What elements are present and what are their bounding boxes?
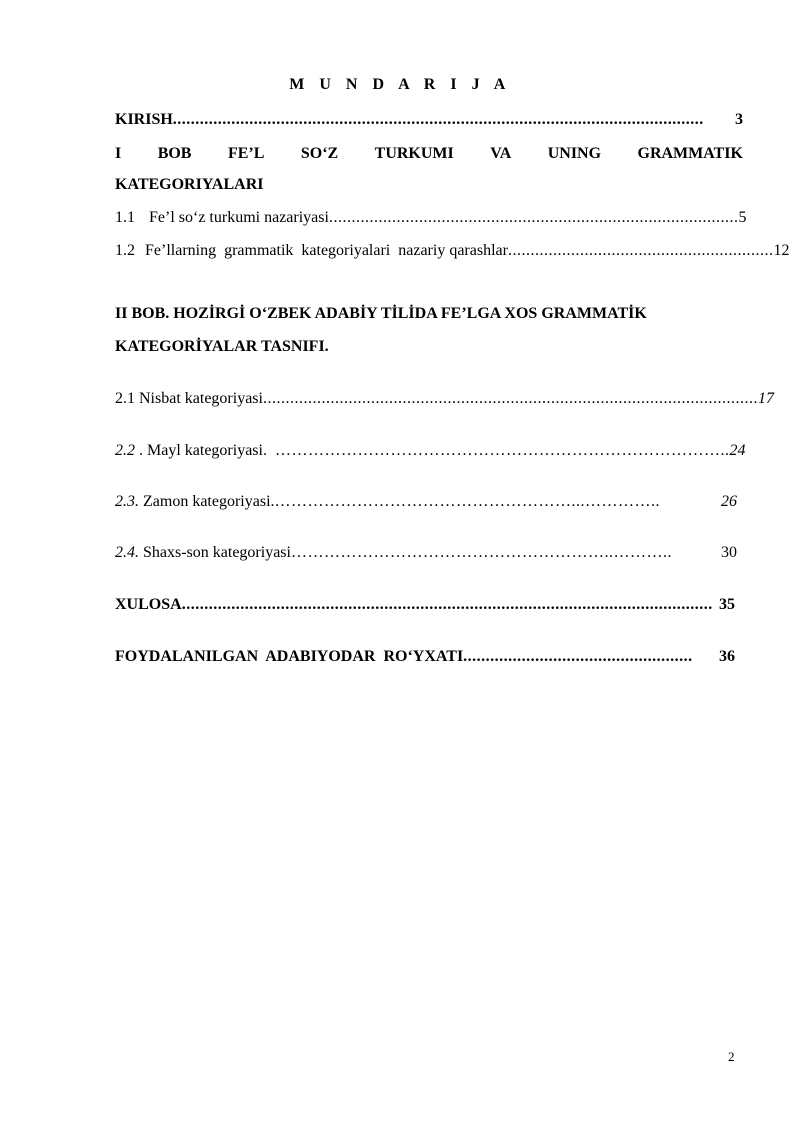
toc-leader-dots: ........................................................................................... xyxy=(328,209,739,226)
toc-entry-number: 1.1 xyxy=(115,209,135,226)
chapter-word: VA xyxy=(490,145,512,162)
chapter-word: UNING xyxy=(547,145,602,162)
toc-entry-1-1[interactable] xyxy=(115,208,747,228)
toc-page-number: 17 xyxy=(757,390,774,407)
toc-entry-label: . Mayl kategoriyasi. xyxy=(135,442,275,459)
page-number: 2 xyxy=(728,1049,735,1064)
toc-entry-label: Zamon kategoriyasi. xyxy=(139,493,275,510)
toc-entry-2-1[interactable] xyxy=(115,389,774,409)
toc-entry-number: 2.1 xyxy=(115,390,135,407)
toc-leader-dots: ...................................................................................................................... xyxy=(172,111,704,128)
toc-entry-2-4[interactable] xyxy=(115,543,737,563)
toc-page-number: 30 xyxy=(721,544,737,561)
toc-entry-label: Nisbat kategoriyasi xyxy=(139,390,263,407)
toc-leader-dots: ...................................................................................................................... xyxy=(181,596,713,613)
toc-page-number: 35 xyxy=(719,596,735,613)
toc-page-number: 24 xyxy=(729,442,746,459)
toc-page-number: 26 xyxy=(721,493,737,510)
chapter-word: GRAMMATIK xyxy=(637,145,743,162)
toc-leader-dots: .............................................................................................................. xyxy=(262,390,758,407)
toc-chapter-2-line-1[interactable]: II BOB. HOZİRGİ O‘ZBEK ADABİY TİLİDA FE’LGA XOS GRAMMATİK xyxy=(115,305,647,322)
toc-entry-label: FOYDALANILGAN ADABIYODAR RO‘YXATI xyxy=(115,648,464,665)
toc-leader-dots: …………………………………………………..……….. xyxy=(290,544,672,561)
toc-page-number: 36 xyxy=(719,648,735,665)
toc-entry-number: 2.2 xyxy=(115,442,135,459)
toc-entry-number: 1.2 xyxy=(115,242,135,259)
chapter-word: SO‘Z xyxy=(300,145,339,162)
toc-chapter-1-line-2[interactable]: KATEGORIYALARI xyxy=(115,176,264,193)
toc-leader-dots: ................................................... xyxy=(463,648,693,665)
toc-entry-2-3[interactable] xyxy=(115,492,737,512)
toc-chapter-1-line-1[interactable] xyxy=(115,144,743,164)
toc-entry-xulosa[interactable] xyxy=(115,595,735,615)
chapter-word: BOB xyxy=(157,145,192,162)
toc-entry-2-2[interactable] xyxy=(115,441,746,461)
toc-page-number: 3 xyxy=(735,111,743,128)
chapter-word: FE’L xyxy=(227,145,265,162)
toc-entry-label: XULOSA xyxy=(115,596,182,613)
toc-page-number: 12 xyxy=(773,242,790,259)
toc-page-number: 5 xyxy=(738,209,747,226)
toc-entry-number: 2.3. xyxy=(115,493,139,510)
toc-entry-label: Fe’l so‘z turkumi nazariyasi xyxy=(149,209,329,226)
toc-entry-label: Fe’llarning grammatik kategoriyalari nazariy qarashlar xyxy=(145,242,508,259)
toc-leader-dots: ........................................................... xyxy=(507,242,774,259)
toc-chapter-2-line-2[interactable]: KATEGORİYALAR TASNIFI. xyxy=(115,338,329,355)
toc-leader-dots: ………………………………………………...………….. xyxy=(274,493,661,510)
toc-entry-1-2[interactable] xyxy=(115,241,790,261)
toc-entry-kirish[interactable] xyxy=(115,110,743,130)
toc-entry-number: 2.4. xyxy=(115,544,139,561)
chapter-word: TURKUMI xyxy=(374,145,454,162)
chapter-word: I xyxy=(115,145,122,162)
toc-entry-label: KIRISH xyxy=(115,111,173,128)
toc-leader-dots: ……………………………………………………………………….. xyxy=(274,442,730,459)
toc-entry-label: Shaxs-son kategoriyasi xyxy=(139,544,291,561)
toc-entry-adabiyotlar[interactable] xyxy=(115,647,735,667)
page-title: M U N D A R I J A xyxy=(289,76,511,93)
